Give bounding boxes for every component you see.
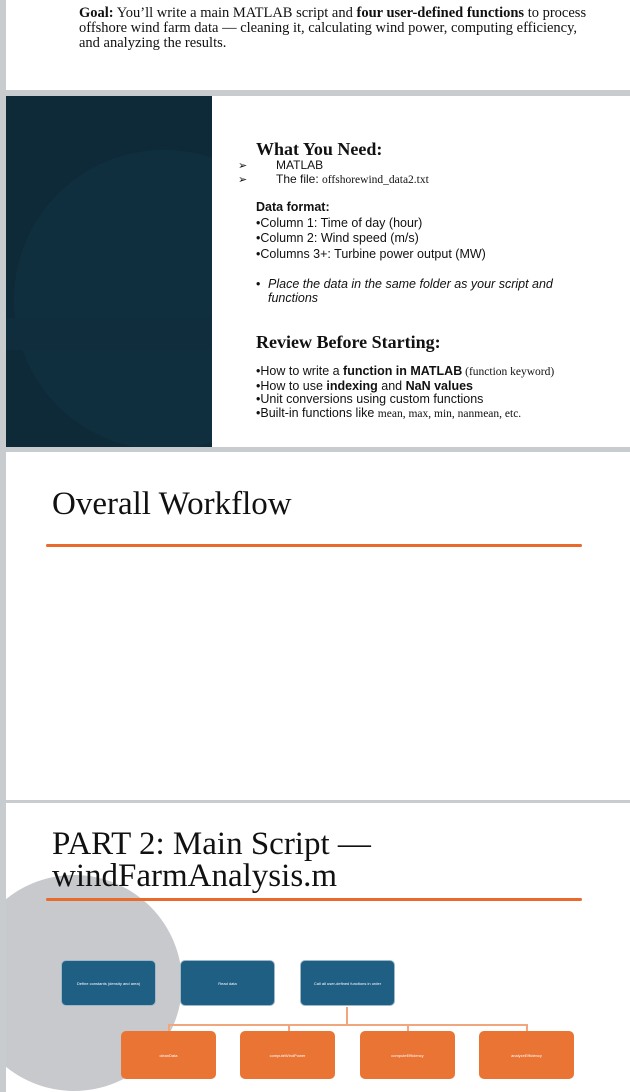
part2-title-line2: windFarmAnalysis.m — [52, 858, 338, 894]
step-define-constants: Define constants (density and area) — [61, 960, 156, 1006]
connector-vertical — [346, 1007, 348, 1024]
part2-title — [52, 828, 371, 892]
connector-horizontal — [168, 1024, 528, 1026]
format-item: •Column 1: Time of day (hour) — [256, 215, 423, 230]
format-item: •Column 2: Wind speed (m/s) — [256, 231, 419, 245]
step-call-functions: Call all user-defined functions in order — [300, 960, 395, 1006]
dot-bullet-icon: • — [256, 277, 261, 291]
data-format-block — [256, 200, 486, 262]
need-title: What You Need: — [256, 139, 383, 159]
part2-title-line1: PART 2: Main Script — — [52, 826, 371, 862]
workflow-title: Overall Workflow — [52, 486, 292, 522]
file-name: offshorewind_data2.txt — [322, 174, 429, 186]
slide-part2-main-script — [6, 803, 630, 1092]
goal-text-2: to process offshore wind farm data — cleaning it, calculating wind power, computing efficiency, and analyzing the results. — [79, 5, 587, 51]
title-underline — [46, 544, 582, 547]
review-item: •How to use indexing and NaN values — [256, 378, 474, 393]
review-item: •Built-in functions like mean, max, min, nanmean, etc. — [256, 405, 522, 420]
func-analyze-efficiency: analyzeEfficiency — [479, 1031, 574, 1079]
dark-side-panel — [6, 96, 212, 447]
goal-text-1: You’ll write a main MATLAB script and — [113, 5, 357, 21]
slide-what-you-need — [6, 96, 630, 447]
format-item: •Columns 3+: Turbine power output (MW) — [256, 246, 486, 261]
need-item-file: ➢ The file: offshorewind_data2.txt — [238, 172, 429, 186]
slide-overall-workflow — [6, 452, 630, 800]
need-item-matlab: ➢ MATLAB — [238, 158, 324, 172]
func-clean-data: cleanData — [121, 1031, 216, 1079]
title-underline — [46, 898, 582, 901]
panel-decor-circle — [14, 150, 212, 447]
review-item: •Unit conversions using custom functions — [256, 392, 484, 406]
func-compute-wind-power: computeWindPower — [240, 1031, 335, 1079]
format-title: Data format: — [256, 200, 330, 214]
place-note: • Place the data in the same folder as your script and functions — [256, 277, 553, 305]
step-read-data: Read data — [180, 960, 275, 1006]
arrow-bullet-icon: ➢ — [238, 160, 248, 172]
func-compute-efficiency: computeEfficiency — [360, 1031, 455, 1079]
goal-label: Goal: — [79, 5, 114, 21]
panel-decor-band — [6, 318, 212, 350]
review-title: Review Before Starting: — [256, 332, 441, 352]
review-list — [256, 365, 554, 421]
arrow-bullet-icon: ➢ — [238, 174, 248, 186]
goal-paragraph — [79, 6, 599, 51]
slide-goal — [6, 0, 630, 90]
review-item: •How to write a function in MATLAB (function keyword) — [256, 364, 555, 378]
goal-bold: four user-defined functions — [356, 5, 525, 21]
